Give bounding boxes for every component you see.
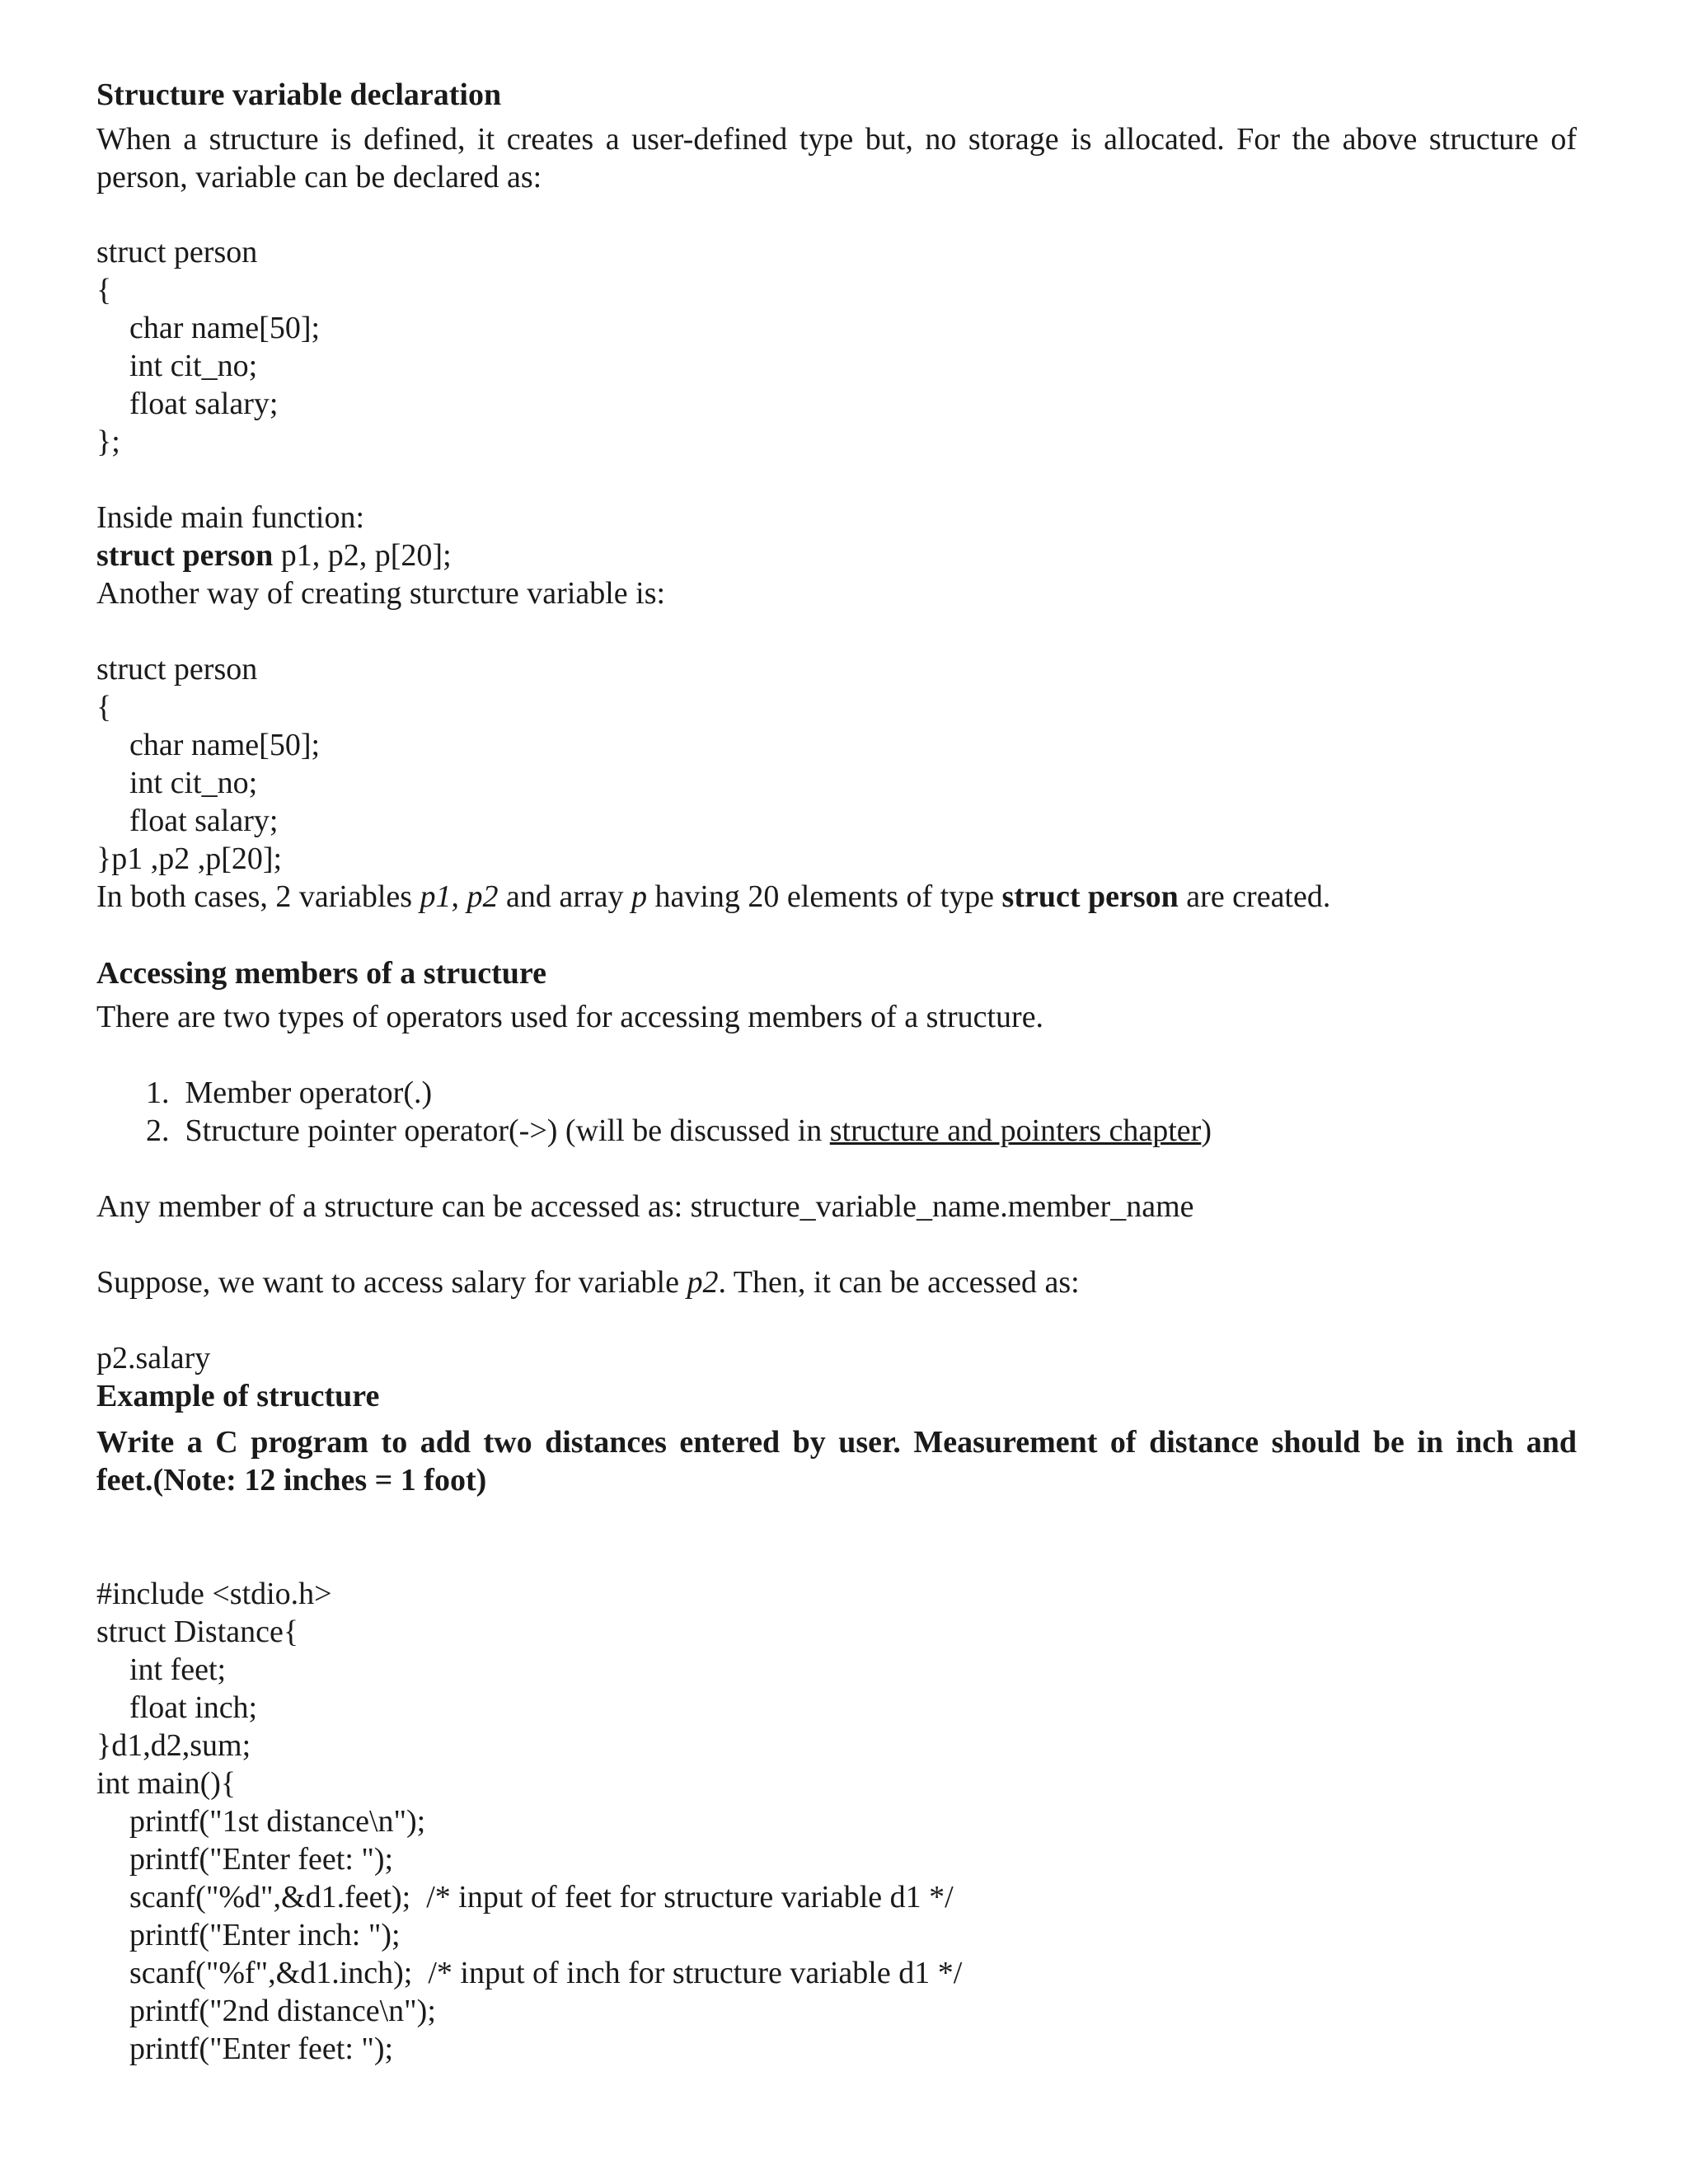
another-way-text: Another way of creating sturcture variable is: [96,576,666,611]
code-line: printf("2nd distance\n"); [129,1994,436,2028]
heading-accessing-members: Accessing members of a structure [96,956,546,991]
code-line: char name[50]; [129,311,321,345]
code-line: float salary; [129,387,279,421]
text-span: Suppose, we want to access salary for variable [96,1265,687,1300]
text-span: 2. Structure pointer operator(->) (will be discussed in [146,1113,830,1148]
intro-paragraph-line-1: When a structure is defined, it creates a user-defined type but, no storage is allocated. For the above structure of [96,122,1577,157]
variable-name: p2 [467,879,499,914]
code-line: float salary; [129,804,279,838]
both-cases-text [96,878,1330,916]
task-line-2: feet.(Note: 12 inches = 1 foot) [96,1463,487,1497]
variable-name: p2 [687,1265,719,1300]
code-line: printf("Enter feet: "); [129,2032,394,2066]
code-line: printf("Enter inch: "); [129,1918,401,1952]
declaration-keyword: struct person [96,538,274,573]
code-line: int cit_no; [129,766,258,800]
task-line-1: Write a C program to add two distances entered by user. Measurement of distance should be in inch and [96,1425,1577,1460]
text-span: having 20 elements of type [646,879,1002,914]
code-line: struct Distance{ [96,1615,299,1649]
declaration-vars: p1, p2, p[20]; [273,538,452,573]
variable-name: p [631,879,647,914]
text-span: , [451,879,467,914]
code-line: printf("Enter feet: "); [129,1842,394,1877]
code-line: scanf("%f",&d1.inch); /* input of inch for structure variable d1 */ [129,1956,963,1990]
suppose-text [96,1263,1080,1301]
code-line: int cit_no; [129,349,258,383]
code-line: }d1,d2,sum; [96,1728,251,1763]
code-line: { [96,690,112,724]
declaration-line [96,537,452,574]
any-member-text: Any member of a structure can be accessed as: structure_variable_name.member_name [96,1189,1194,1224]
text-span: In both cases, 2 variables [96,879,420,914]
code-line: char name[50]; [129,728,321,762]
access-intro-text: There are two types of operators used for accessing members of a structure. [96,1000,1044,1034]
code-line: int main(){ [96,1766,237,1801]
code-line: struct person [96,235,258,269]
text-span: are created. [1178,879,1331,914]
list-item: 1. Member operator(.) [146,1076,433,1110]
text-span: ) [1201,1113,1212,1148]
intro-paragraph-line-2: person, variable can be declared as: [96,160,542,194]
code-line: struct person [96,652,258,687]
type-name: struct person [1001,879,1179,914]
code-line: float inch; [129,1690,258,1725]
code-line: }; [96,424,120,459]
code-line: printf("1st distance\n"); [129,1804,426,1839]
inside-main-label: Inside main function: [96,500,365,535]
text-span: and array [498,879,631,914]
code-line: }p1 ,p2 ,p[20]; [96,841,283,876]
structure-pointers-chapter-link[interactable]: structure and pointers chapter [829,1113,1202,1148]
code-line: int feet; [129,1652,227,1687]
code-line: #include <stdio.h> [96,1577,332,1611]
list-item [146,1112,1212,1150]
code-line: { [96,273,112,307]
heading-structure-variable-declaration: Structure variable declaration [96,77,502,112]
heading-example-of-structure: Example of structure [96,1379,380,1413]
variable-name: p1 [420,879,452,914]
text-span: . Then, it can be accessed as: [718,1265,1080,1300]
code-line: scanf("%d",&d1.feet); /* input of feet for structure variable d1 */ [129,1880,954,1915]
p2-salary-code: p2.salary [96,1341,211,1376]
